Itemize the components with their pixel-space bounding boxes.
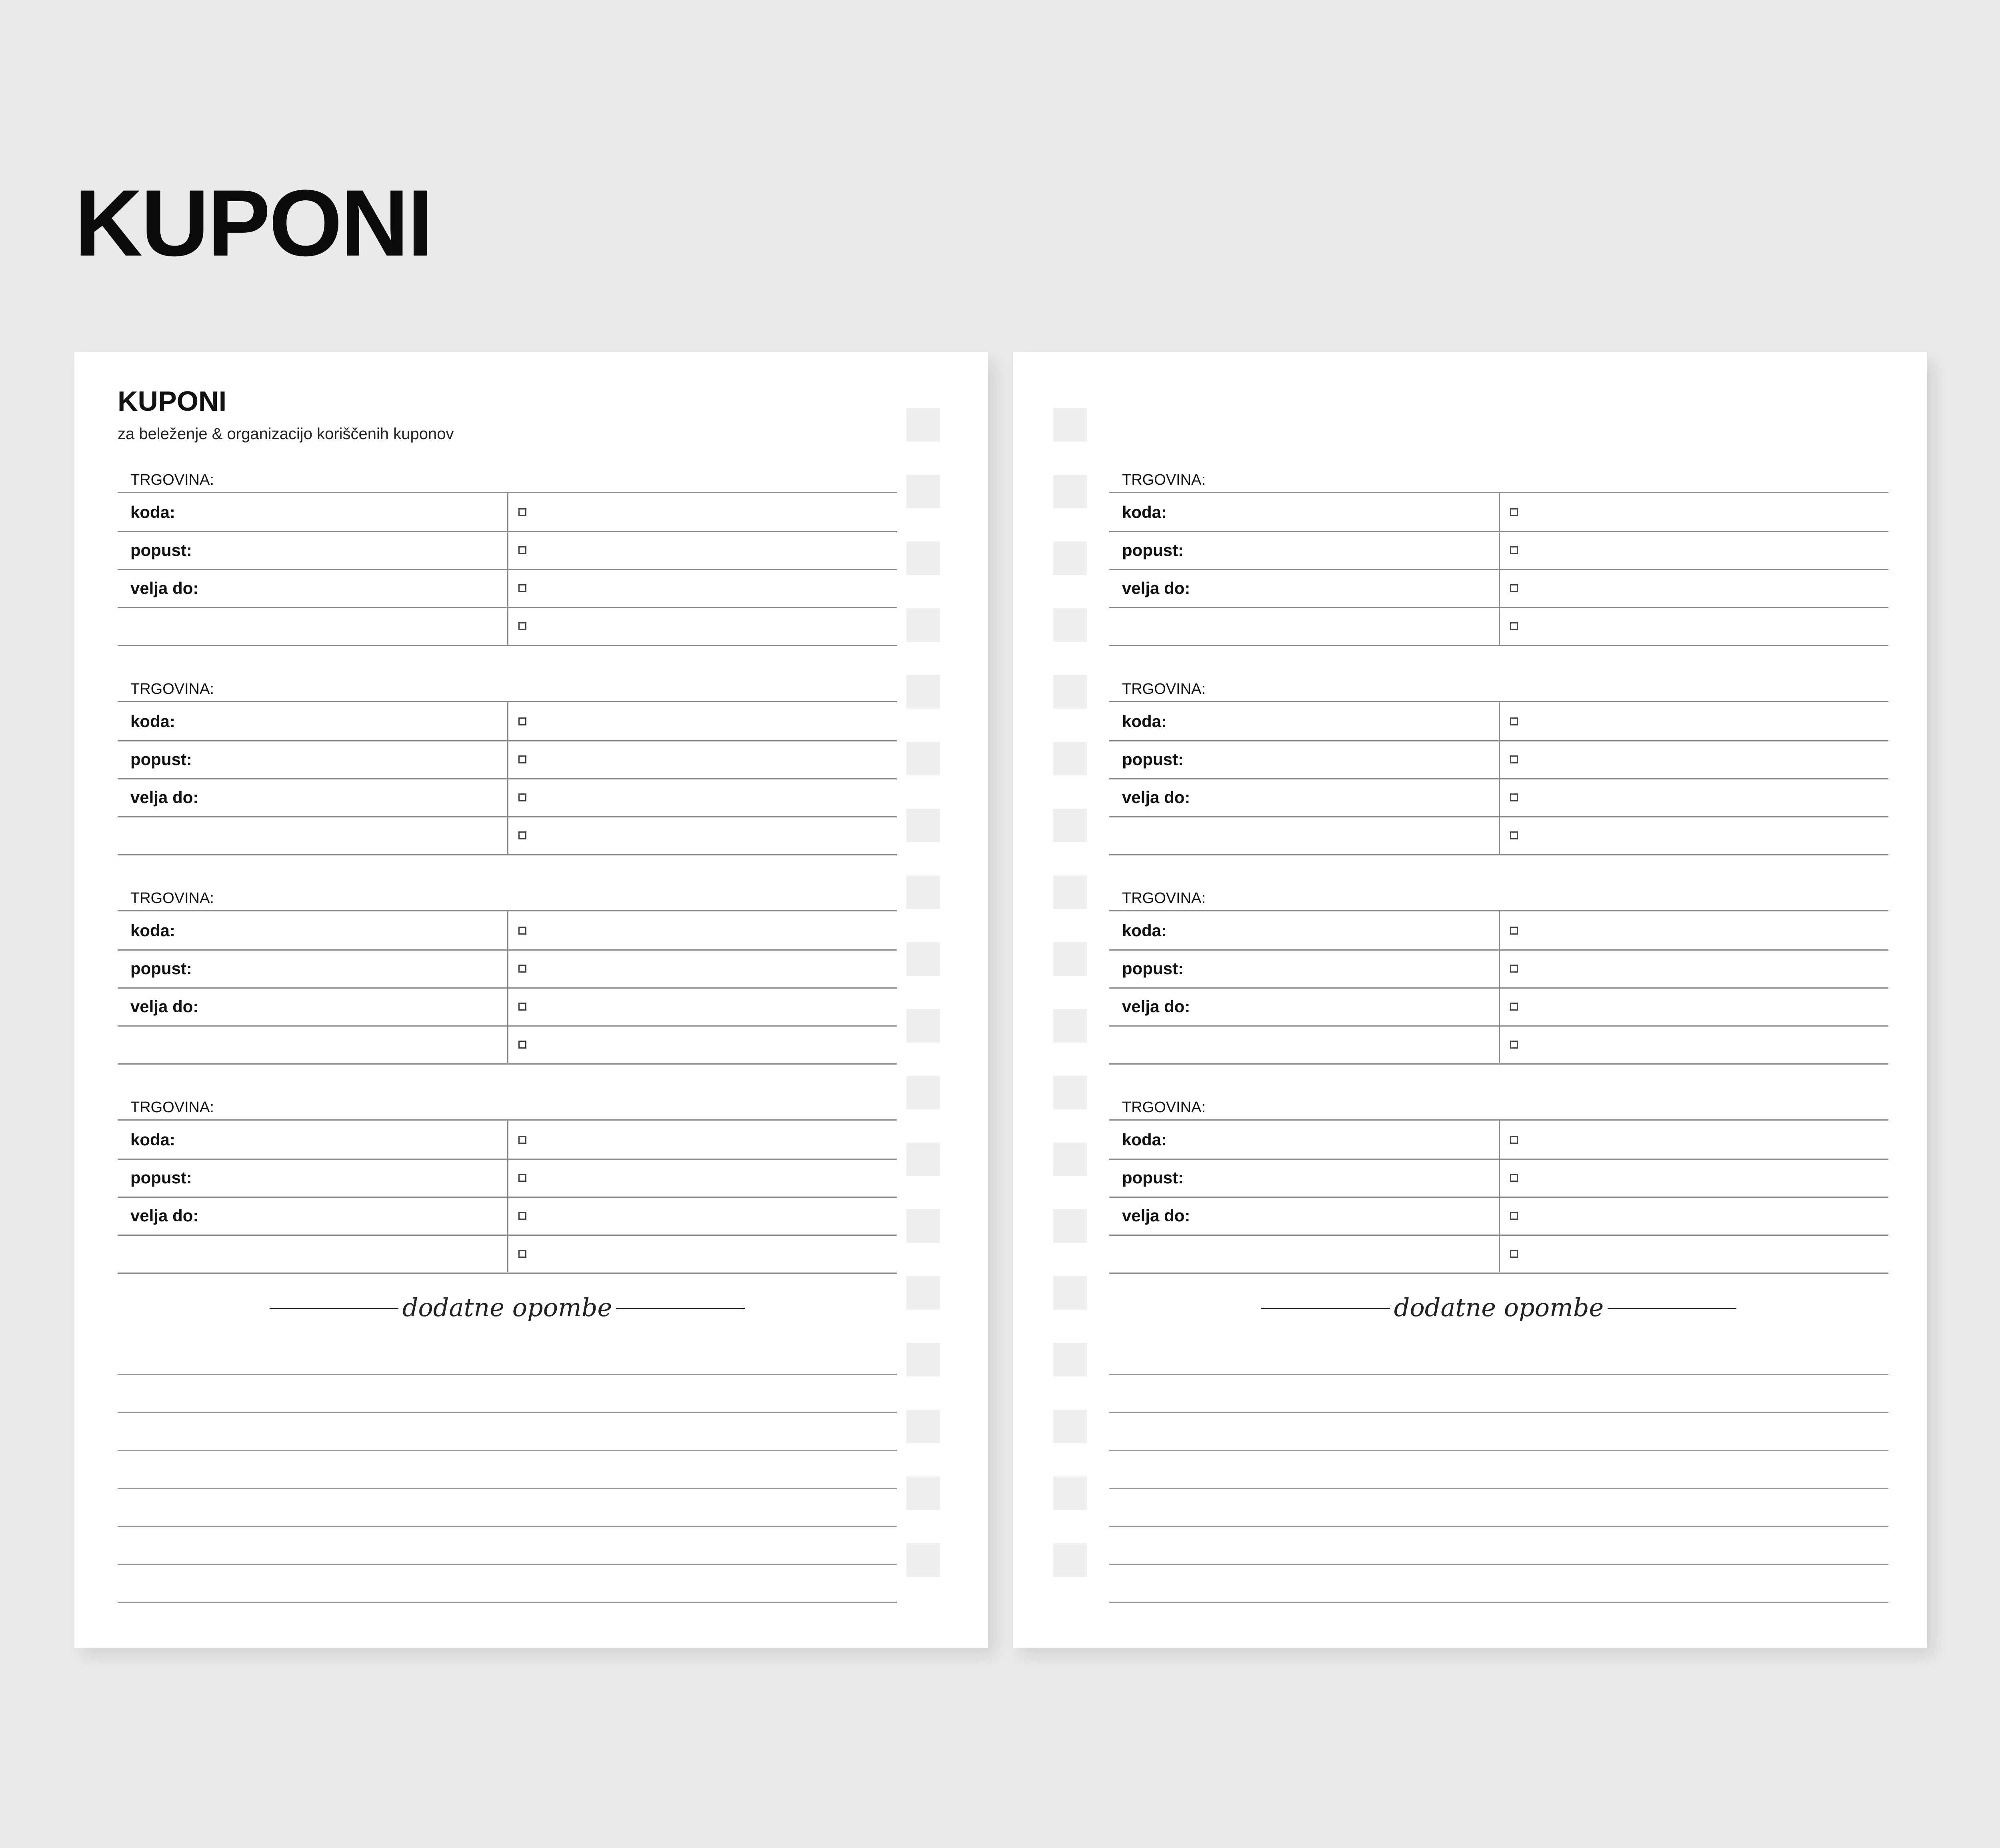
column-divider [507, 492, 508, 645]
column-divider [1499, 701, 1500, 854]
index-tab[interactable] [1053, 1076, 1087, 1109]
checkbox[interactable] [518, 508, 526, 516]
index-tab[interactable] [1053, 675, 1087, 709]
index-tab[interactable] [1053, 408, 1087, 442]
index-tab[interactable] [1053, 809, 1087, 842]
coupon-section [1109, 886, 1888, 1062]
page-subtitle: za beleženje & organizacijo koriščenih kuponov [118, 425, 454, 443]
planner-page-left [74, 352, 988, 1648]
code-label: koda: [1122, 1130, 1167, 1149]
code-label: koda: [130, 503, 176, 521]
checkbox[interactable] [1510, 1041, 1518, 1049]
checkbox[interactable] [518, 1212, 526, 1220]
coupon-section [118, 468, 897, 644]
index-tab[interactable] [906, 408, 940, 442]
discount-label: popust: [1122, 959, 1184, 978]
index-tab[interactable] [1053, 942, 1087, 976]
checkbox[interactable] [1510, 927, 1518, 935]
notes-rule-left [1261, 1308, 1390, 1309]
note-line[interactable] [1109, 1450, 1888, 1451]
checkbox[interactable] [1510, 965, 1518, 973]
index-tab[interactable] [906, 1476, 940, 1510]
checkbox[interactable] [1510, 1003, 1518, 1011]
column-divider [1499, 492, 1500, 645]
note-line[interactable] [118, 1450, 897, 1451]
checkbox[interactable] [518, 755, 526, 763]
checkbox[interactable] [1510, 1212, 1518, 1220]
valid-until-label: velja do: [1122, 788, 1190, 807]
index-tab[interactable] [906, 1543, 940, 1577]
note-line[interactable] [1109, 1412, 1888, 1413]
checkbox[interactable] [518, 965, 526, 973]
index-tab[interactable] [1053, 608, 1087, 642]
checkbox[interactable] [1510, 793, 1518, 801]
note-line[interactable] [1109, 1488, 1888, 1489]
index-tab[interactable] [906, 942, 940, 976]
checkbox[interactable] [518, 1174, 526, 1182]
checkbox[interactable] [1510, 622, 1518, 630]
column-divider [507, 1119, 508, 1272]
coupon-section [1109, 1095, 1888, 1271]
index-tab[interactable] [1053, 475, 1087, 508]
index-tab[interactable] [906, 1076, 940, 1109]
index-tab[interactable] [906, 675, 940, 709]
note-line[interactable] [1109, 1374, 1888, 1375]
note-line[interactable] [1109, 1564, 1888, 1565]
coupon-section [1109, 468, 1888, 644]
column-divider [1499, 910, 1500, 1063]
discount-label: popust: [130, 1168, 192, 1187]
code-label: koda: [130, 712, 176, 731]
checkbox[interactable] [1510, 1174, 1518, 1182]
main-title: KUPONI [74, 170, 432, 276]
index-tab[interactable] [1053, 541, 1087, 575]
index-tab[interactable] [906, 1143, 940, 1176]
index-tab[interactable] [1053, 1143, 1087, 1176]
store-label: TRGOVINA: [130, 681, 214, 697]
checkbox[interactable] [518, 927, 526, 935]
valid-until-label: velja do: [1122, 1206, 1190, 1225]
checkbox[interactable] [1510, 831, 1518, 839]
note-line[interactable] [1109, 1602, 1888, 1603]
note-line[interactable] [118, 1488, 897, 1489]
checkbox[interactable] [1510, 546, 1518, 554]
checkbox[interactable] [518, 622, 526, 630]
index-tab[interactable] [906, 1410, 940, 1443]
store-label: TRGOVINA: [130, 890, 214, 907]
checkbox[interactable] [518, 793, 526, 801]
note-line[interactable] [118, 1374, 897, 1375]
column-divider [1499, 1119, 1500, 1272]
store-label: TRGOVINA: [1122, 471, 1206, 488]
discount-label: popust: [1122, 1168, 1184, 1187]
code-label: koda: [1122, 503, 1167, 521]
index-tab[interactable] [906, 608, 940, 642]
index-tab[interactable] [906, 1343, 940, 1377]
discount-label: popust: [1122, 750, 1184, 769]
index-tab[interactable] [1053, 1276, 1087, 1310]
checkbox[interactable] [518, 717, 526, 725]
column-divider [507, 910, 508, 1063]
index-tab[interactable] [906, 1209, 940, 1243]
notes-rule-right [616, 1308, 745, 1309]
discount-label: popust: [130, 750, 192, 769]
valid-until-label: velja do: [130, 1206, 199, 1225]
coupon-section [118, 1095, 897, 1271]
column-divider [507, 701, 508, 854]
code-label: koda: [1122, 921, 1167, 940]
checkbox[interactable] [1510, 508, 1518, 516]
valid-until-label: velja do: [1122, 579, 1190, 597]
code-label: koda: [1122, 712, 1167, 731]
valid-until-label: velja do: [130, 997, 199, 1016]
notes-heading-text: dodatne opombe [1394, 1293, 1604, 1322]
checkbox[interactable] [518, 1003, 526, 1011]
index-tab[interactable] [906, 475, 940, 508]
store-label: TRGOVINA: [1122, 1099, 1206, 1116]
code-label: koda: [130, 921, 176, 940]
coupon-section [1109, 677, 1888, 853]
notes-rule-right [1608, 1308, 1736, 1309]
valid-until-label: velja do: [130, 788, 199, 807]
index-tab[interactable] [1053, 1343, 1087, 1377]
coupon-section [118, 886, 897, 1062]
note-line[interactable] [118, 1526, 897, 1527]
index-tab[interactable] [1053, 1209, 1087, 1243]
index-tab[interactable] [906, 1009, 940, 1043]
discount-label: popust: [1122, 541, 1184, 559]
checkbox[interactable] [1510, 584, 1518, 592]
coupon-section [118, 677, 897, 853]
valid-until-label: velja do: [1122, 997, 1190, 1016]
checkbox[interactable] [518, 1136, 526, 1144]
checkbox[interactable] [518, 1041, 526, 1049]
page-title: KUPONI [118, 386, 227, 417]
index-tab[interactable] [906, 742, 940, 775]
note-line[interactable] [118, 1602, 897, 1603]
checkbox[interactable] [518, 831, 526, 839]
note-line[interactable] [118, 1564, 897, 1565]
code-label: koda: [130, 1130, 176, 1149]
note-line[interactable] [118, 1412, 897, 1413]
index-tab[interactable] [1053, 742, 1087, 775]
discount-label: popust: [130, 541, 192, 559]
index-tab[interactable] [1053, 1009, 1087, 1043]
index-tab[interactable] [906, 809, 940, 842]
index-tab[interactable] [1053, 1543, 1087, 1577]
index-tab[interactable] [906, 875, 940, 909]
notes-heading [1109, 1288, 1888, 1328]
valid-until-label: velja do: [130, 579, 199, 597]
checkbox[interactable] [1510, 717, 1518, 725]
checkbox[interactable] [518, 584, 526, 592]
checkbox[interactable] [1510, 755, 1518, 763]
store-label: TRGOVINA: [130, 471, 214, 488]
index-tab[interactable] [1053, 1476, 1087, 1510]
checkbox[interactable] [1510, 1250, 1518, 1258]
index-tab[interactable] [1053, 1410, 1087, 1443]
index-tab[interactable] [906, 1276, 940, 1310]
checkbox[interactable] [518, 1250, 526, 1258]
planner-page-right [1013, 352, 1927, 1648]
notes-rule-left [270, 1308, 398, 1309]
store-label: TRGOVINA: [1122, 681, 1206, 697]
checkbox[interactable] [1510, 1136, 1518, 1144]
notes-heading [118, 1288, 897, 1328]
notes-heading-text: dodatne opombe [402, 1293, 612, 1322]
note-line[interactable] [1109, 1526, 1888, 1527]
index-tab[interactable] [1053, 875, 1087, 909]
store-label: TRGOVINA: [130, 1099, 214, 1116]
discount-label: popust: [130, 959, 192, 978]
store-label: TRGOVINA: [1122, 890, 1206, 907]
index-tab[interactable] [906, 541, 940, 575]
checkbox[interactable] [518, 546, 526, 554]
